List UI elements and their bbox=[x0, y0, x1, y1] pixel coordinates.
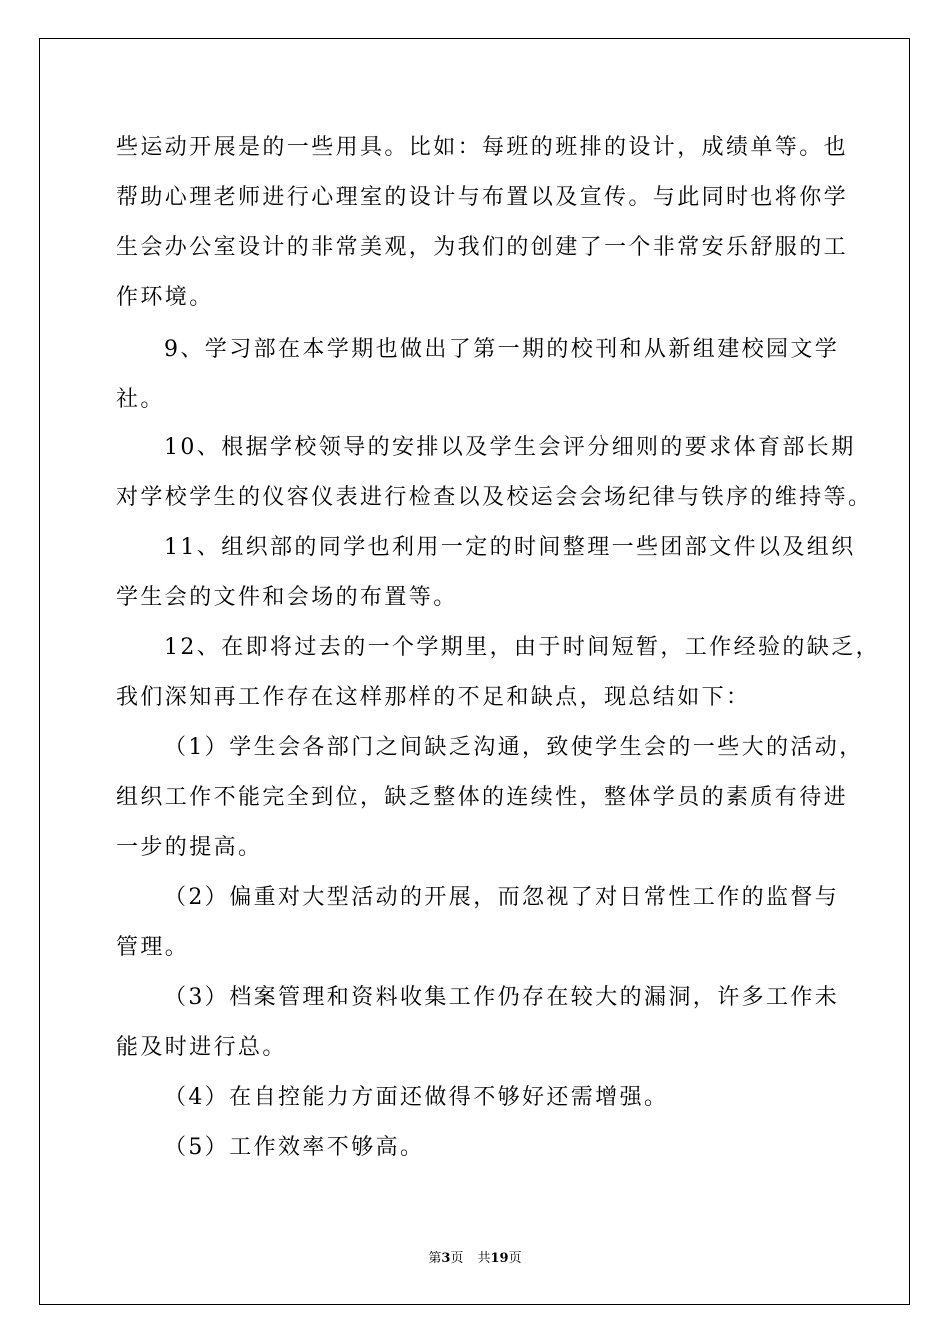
text-line: 11、组织部的同学也利用一定的时间整理一些团部文件以及组织 bbox=[164, 535, 856, 560]
text-line: 作环境。 bbox=[116, 285, 214, 310]
page-prefix: 第 bbox=[428, 1251, 442, 1266]
text-line: 能及时进行总。 bbox=[116, 1035, 287, 1060]
text-line: 对学校学生的仪容仪表进行检查以及校运会会场纪律与铁序的维持等。 bbox=[116, 485, 873, 510]
text-line: 些运动开展是的一些用具。比如：每班的班排的设计，成绩单等。也 bbox=[116, 135, 849, 160]
total-suffix: 页 bbox=[508, 1251, 522, 1266]
text-line: 帮助心理老师进行心理室的设计与布置以及宣传。与此同时也将你学 bbox=[116, 185, 849, 210]
text-line: 组织工作不能完全到位，缺乏整体的连续性，整体学员的素质有待进 bbox=[116, 785, 849, 810]
text-line: 10、根据学校领导的安排以及学生会评分细则的要求体育部长期 bbox=[164, 435, 856, 460]
text-line: 我们深知再工作存在这样那样的不足和缺点，现总结如下： bbox=[116, 685, 751, 710]
page-number: 3 bbox=[441, 1251, 451, 1266]
text-line: 一步的提高。 bbox=[116, 835, 263, 860]
page-suffix: 页 bbox=[450, 1251, 464, 1266]
text-line: 管理。 bbox=[116, 935, 190, 960]
text-line: 12、在即将过去的一个学期里，由于时间短暂，工作经验的缺乏， bbox=[164, 635, 880, 660]
text-line: （2）偏重对大型活动的开展，而忽视了对日常性工作的监督与 bbox=[164, 885, 840, 910]
text-line: 9、学习部在本学期也做出了第一期的校刊和从新组建校园文学 bbox=[164, 337, 840, 362]
text-line: 社。 bbox=[116, 387, 165, 412]
text-line: 生会办公室设计的非常美观，为我们的创建了一个非常安乐舒服的工 bbox=[116, 235, 849, 260]
text-line: （3）档案管理和资料收集工作仍存在较大的漏洞，许多工作未 bbox=[164, 985, 840, 1010]
text-line: （5）工作效率不够高。 bbox=[164, 1135, 425, 1160]
page-frame bbox=[39, 38, 910, 1305]
text-line: （4）在自控能力方面还做得不够好还需增强。 bbox=[164, 1085, 669, 1110]
total-prefix: 共 bbox=[477, 1251, 491, 1266]
text-line: （1）学生会各部门之间缺乏沟通，致使学生会的一些大的活动， bbox=[164, 735, 864, 760]
page-footer bbox=[0, 1247, 950, 1266]
text-line: 学生会的文件和会场的布置等。 bbox=[116, 585, 458, 610]
total-pages: 19 bbox=[490, 1251, 509, 1266]
